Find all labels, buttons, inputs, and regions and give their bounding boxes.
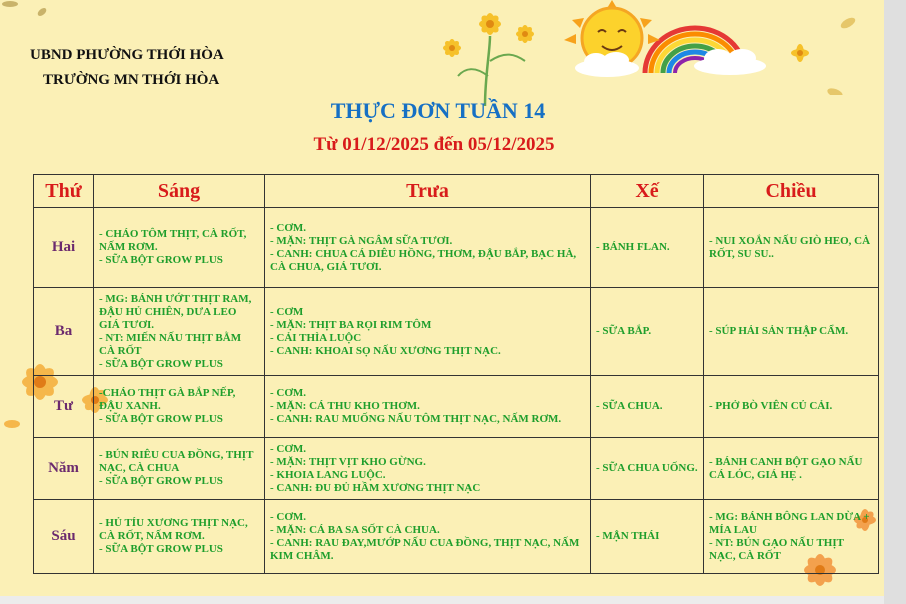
cloud-icon — [690, 48, 770, 76]
snack-cell — [591, 208, 704, 288]
page-title: THỰC ĐƠN TUẦN 14 — [330, 98, 546, 123]
cell-text: - HỦ TÍU XƯƠNG THỊT NẠC, CÀ RỐT, NẤM RƠM. - SỮA BỘT GROW PLUS — [99, 517, 248, 555]
cell-text: - MẬN THÁI — [596, 530, 660, 542]
cell-text: - CƠM. - MẶN: CÁ BA SA SỐT CÀ CHUA. - CANH: RAU ĐAY,MƯỚP NẤU CUA ĐỒNG, THỊT NẠC, NẤM KIM CHÂM. — [270, 510, 580, 562]
cell-text: - BÁNH FLAN. — [596, 241, 670, 253]
page-edge — [884, 0, 906, 604]
leaf-icon — [760, 15, 860, 95]
column-header-snack: Xế — [591, 175, 704, 208]
day-cell: Ba — [34, 288, 94, 376]
cell-text: - MG: BÁNH ƯỚT THỊT RAM, ĐẬU HỦ CHIÊN, DƯA LEO GIÁ TƯƠI. - NT: MIẾN NẤU THỊT BẰM CÀ RỐT - SỮA BỘT GROW PLUS — [99, 292, 252, 370]
afternoon-cell — [704, 208, 879, 288]
cell-text: - BÁNH CANH BỘT GẠO NẤU CÁ LÓC, GIÁ HẸ . — [709, 455, 863, 481]
column-header-lunch: Trưa — [265, 175, 591, 208]
snack-cell — [591, 288, 704, 376]
afternoon-cell — [704, 376, 879, 438]
snack-cell — [591, 500, 704, 574]
lunch-cell — [265, 438, 591, 500]
table-row — [34, 376, 879, 438]
afternoon-cell — [704, 288, 879, 376]
column-header-morning: Sáng — [94, 175, 265, 208]
cell-text: - CƠM. - MẶN: THỊT VỊT KHO GỪNG. - KHOIA LANG LUỘC. - CANH: ĐU ĐỦ HẦM XƯƠNG THỊT NẠC — [270, 442, 481, 494]
morning-cell — [94, 500, 265, 574]
morning-cell — [94, 208, 265, 288]
menu-table — [33, 174, 879, 574]
table-row — [34, 438, 879, 500]
lunch-cell — [265, 376, 591, 438]
leaf-icon — [0, 0, 60, 30]
lunch-cell — [265, 208, 591, 288]
afternoon-cell — [704, 438, 879, 500]
day-cell: Năm — [34, 438, 94, 500]
afternoon-cell — [704, 500, 879, 574]
organization-name: UBND PHƯỜNG THỚI HÒA — [30, 47, 224, 63]
cell-text: - CƠM. - MẶN: THỊT GÀ NGÂM SỮA TƯƠI. - CANH: CHUA CÁ DIÊU HỒNG, THƠM, ĐẬU BẮP, BẠC HÀ, CÀ CHUA, GIÁ TƯƠI. — [270, 221, 577, 273]
lunch-cell — [265, 500, 591, 574]
school-name: TRƯỜNG MN THỚI HÒA — [43, 72, 220, 88]
cell-text: - SỮA CHUA. — [596, 400, 663, 412]
cell-text: - CHÁO TÔM THỊT, CÀ RỐT, NẤM RƠM. - SỮA BỘT GROW PLUS — [99, 228, 247, 266]
cell-text: - PHỞ BÒ VIÊN CỦ CẢI. — [709, 400, 833, 412]
flower-icon — [430, 6, 560, 111]
morning-cell — [94, 288, 265, 376]
table-row — [34, 208, 879, 288]
day-cell: Tư — [34, 376, 94, 438]
column-header-day: Thứ — [34, 175, 94, 208]
cell-text: - MG: BÁNH BÔNG LAN DỪA + MÍA LAU - NT: BÚN GẠO NẤU THỊT NẠC, CÀ RỐT — [709, 510, 870, 562]
cell-text: - CƠM - MẶN: THỊT BA RỌI RIM TÔM - CẢI THÌA LUỘC - CANH: KHOAI SỌ NẤU XƯƠNG THỊT NẠC. — [270, 305, 501, 357]
table-row — [34, 500, 879, 574]
morning-cell — [94, 376, 265, 438]
column-header-afternoon: Chiều — [704, 175, 879, 208]
snack-cell — [591, 438, 704, 500]
cell-text: - CƠM. - MẶN: CÁ THU KHO THƠM. - CANH: RAU MUỐNG NẤU TÔM THỊT NẠC, NẤM RƠM. — [270, 387, 562, 425]
cell-text: - NUI XOẮN NẤU GIÒ HEO, CÀ RỐT, SU SU.. — [709, 234, 871, 260]
cell-text: - BÚN RIÊU CUA ĐỒNG, THỊT NẠC, CÀ CHUA - SỮA BỘT GROW PLUS — [99, 449, 254, 487]
cell-text: - SÚP HẢI SẢN THẬP CẨM. — [709, 325, 849, 337]
snack-cell — [591, 376, 704, 438]
date-range: Từ 01/12/2025 đến 05/12/2025 — [313, 134, 555, 155]
lunch-cell — [265, 288, 591, 376]
cloud-icon — [572, 52, 642, 78]
cell-text: - SỮA BẮP. — [596, 325, 652, 337]
day-cell: Sáu — [34, 500, 94, 574]
cell-text: -CHÁO THỊT GÀ BẮP NẾP, ĐẬU XANH. - SỮA BỘT GROW PLUS — [99, 387, 236, 425]
cell-text: - SỮA CHUA UỐNG. — [596, 462, 698, 474]
table-header-row — [34, 175, 879, 208]
page-bottom-edge — [0, 596, 884, 604]
day-cell: Hai — [34, 208, 94, 288]
table-row — [34, 288, 879, 376]
morning-cell — [94, 438, 265, 500]
